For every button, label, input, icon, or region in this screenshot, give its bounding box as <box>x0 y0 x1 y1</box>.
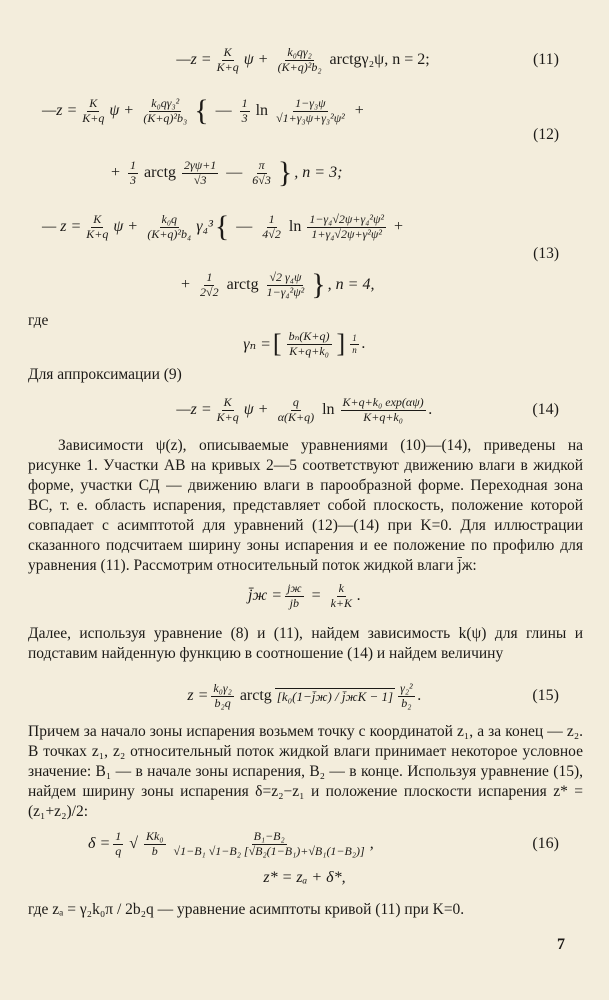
paragraph-1: Зависимости ψ(z), описываемые уравнениями (10)—(14), приведены на рисунке 1. Участки AB на кривых 2—5 соответствуют движению влаги в жидкой форме, участки CД — движению влаги в парообразной форме. Переходная зона BC, т. е. область испарения, представляет собой плоскость, положение которой совпадает с асимптотой для уравнений (12)—(14) при K=0. Для иллюстрации сказанного подсчитаем ширину зоны испарения и ее положение по профилю для уравнения (11). Рассмотрим относительный поток жидкой влаги j̄ж: <box>28 437 583 574</box>
equation-number-13: (13) <box>533 245 559 262</box>
equation-number: (16) <box>532 835 559 852</box>
equation-12-line1: —z = $\frac{K}{K+q}$ ψ + $\frac{\text{k₀qγ₃²}}{\text{(K+q)²b₃}}$ { — $\frac{1}{3}$ ln $\frac{\text{1−γ₃ψ}}{\text{√1+γ₃ψ+γ₃²ψ²}}$ + <box>42 94 364 127</box>
equation-12-line2: + $\frac{1}{3}$ arctg $\frac{2\gamma\psi+1}{√3}$ — $\frac{\pi}{6√3}$ } , n = 3; <box>111 156 343 189</box>
equation-14: —z = $\frac{K}{K+q}$ ψ + $\frac{q}{\alpha(K+q)}$ ln $\frac{\text{K+q+k₀ exp(αψ)}}{\text{K+q+k₀}}$ . (14) <box>176 394 559 424</box>
approximation-label: Для аппроксимации (9) <box>28 366 182 383</box>
equation-15: z = $\frac{\text{k₀γ₂}}{\text{b₂q}}$ arctg [k₀(1−j̄ж) / j̄жK − 1] $\frac{\text{γ₂²}}{\text{b₂}}$ . (15) <box>187 680 559 710</box>
asymptote-line: где zₐ = γ₂k₀π / 2b₂q — уравнение асимптоты кривой (11) при K=0. <box>28 901 465 918</box>
relative-flux-definition: j̄ж = $\frac{jж}{jb}$ = $\frac{k}{k+K}$ . <box>247 580 362 610</box>
equation-number: (14) <box>532 401 559 418</box>
z-star-equation: z* = zₐ + δ*, <box>263 869 346 886</box>
page-number: 7 <box>557 936 565 953</box>
where-label-1: где <box>28 312 49 329</box>
equation-11: —z = $\frac{K}{K+q}$ ψ + $\frac{\text{k₀qγ₂}}{\text{(K+q)²b₂}}$ arctgγ₂ψ, n = 2; (11) <box>176 44 559 74</box>
paragraph-2: Далее, используя уравнение (8) и (11), найдем зависимость k(ψ) для глины и подставим найденную функцию в соотношение (14) и найдем величину <box>28 625 583 662</box>
equation-13-line1: — z = $\frac{K}{K+q}$ ψ + $\frac{\text{k₀q}}{\text{(K+q)²b₄}}$ γ₄³ { — $\frac{1}{4√2}$ ln $\frac{\text{1−γ₄√2ψ+γ₄²ψ²}}{\text{1+γ₄√2ψ+γ²ψ²}}$ + <box>42 210 404 243</box>
equation-number: (11) <box>532 51 559 68</box>
paragraph-3: Причем за начало зоны испарения возьмем точку с координатой z₁, а за конец — z₂. В точках z₁, z₂ относительный поток жидкой влаги принимает некоторое условное значение: B₁ — в начале зоны испарения, B₂ — в конце. Используя уравнение (15), найдем ширину зоны испарения δ=z₂−z₁ и положение плоскости испарения z* = (z₁+z₂)/2: <box>28 723 583 820</box>
equation-16: δ = $\frac{1}{q}$ √ $\frac{\text{Kk₀}}{b}$ $\frac{\text{B₁−B₂}}{\text{√1−B₁ √1−B₂ [√B₂(1−B₁)+√B₁(1−B₂)]}}$ , (16) <box>88 828 559 858</box>
gamma-definition: γₙ = [ $\frac{\text{bₙ(K+q)}}{\text{K+q+k₀}}$ ] $\frac{1}{n}$ . <box>243 328 366 358</box>
equation-number-12: (12) <box>533 126 559 143</box>
equation-13-line2: + $\frac{1}{2√2}$ arctg $\frac{\text{√2 γ₄ψ}}{\text{1−γ₄²ψ²}}$ } , n = 4, <box>181 268 375 301</box>
equation-number: (15) <box>532 687 559 704</box>
